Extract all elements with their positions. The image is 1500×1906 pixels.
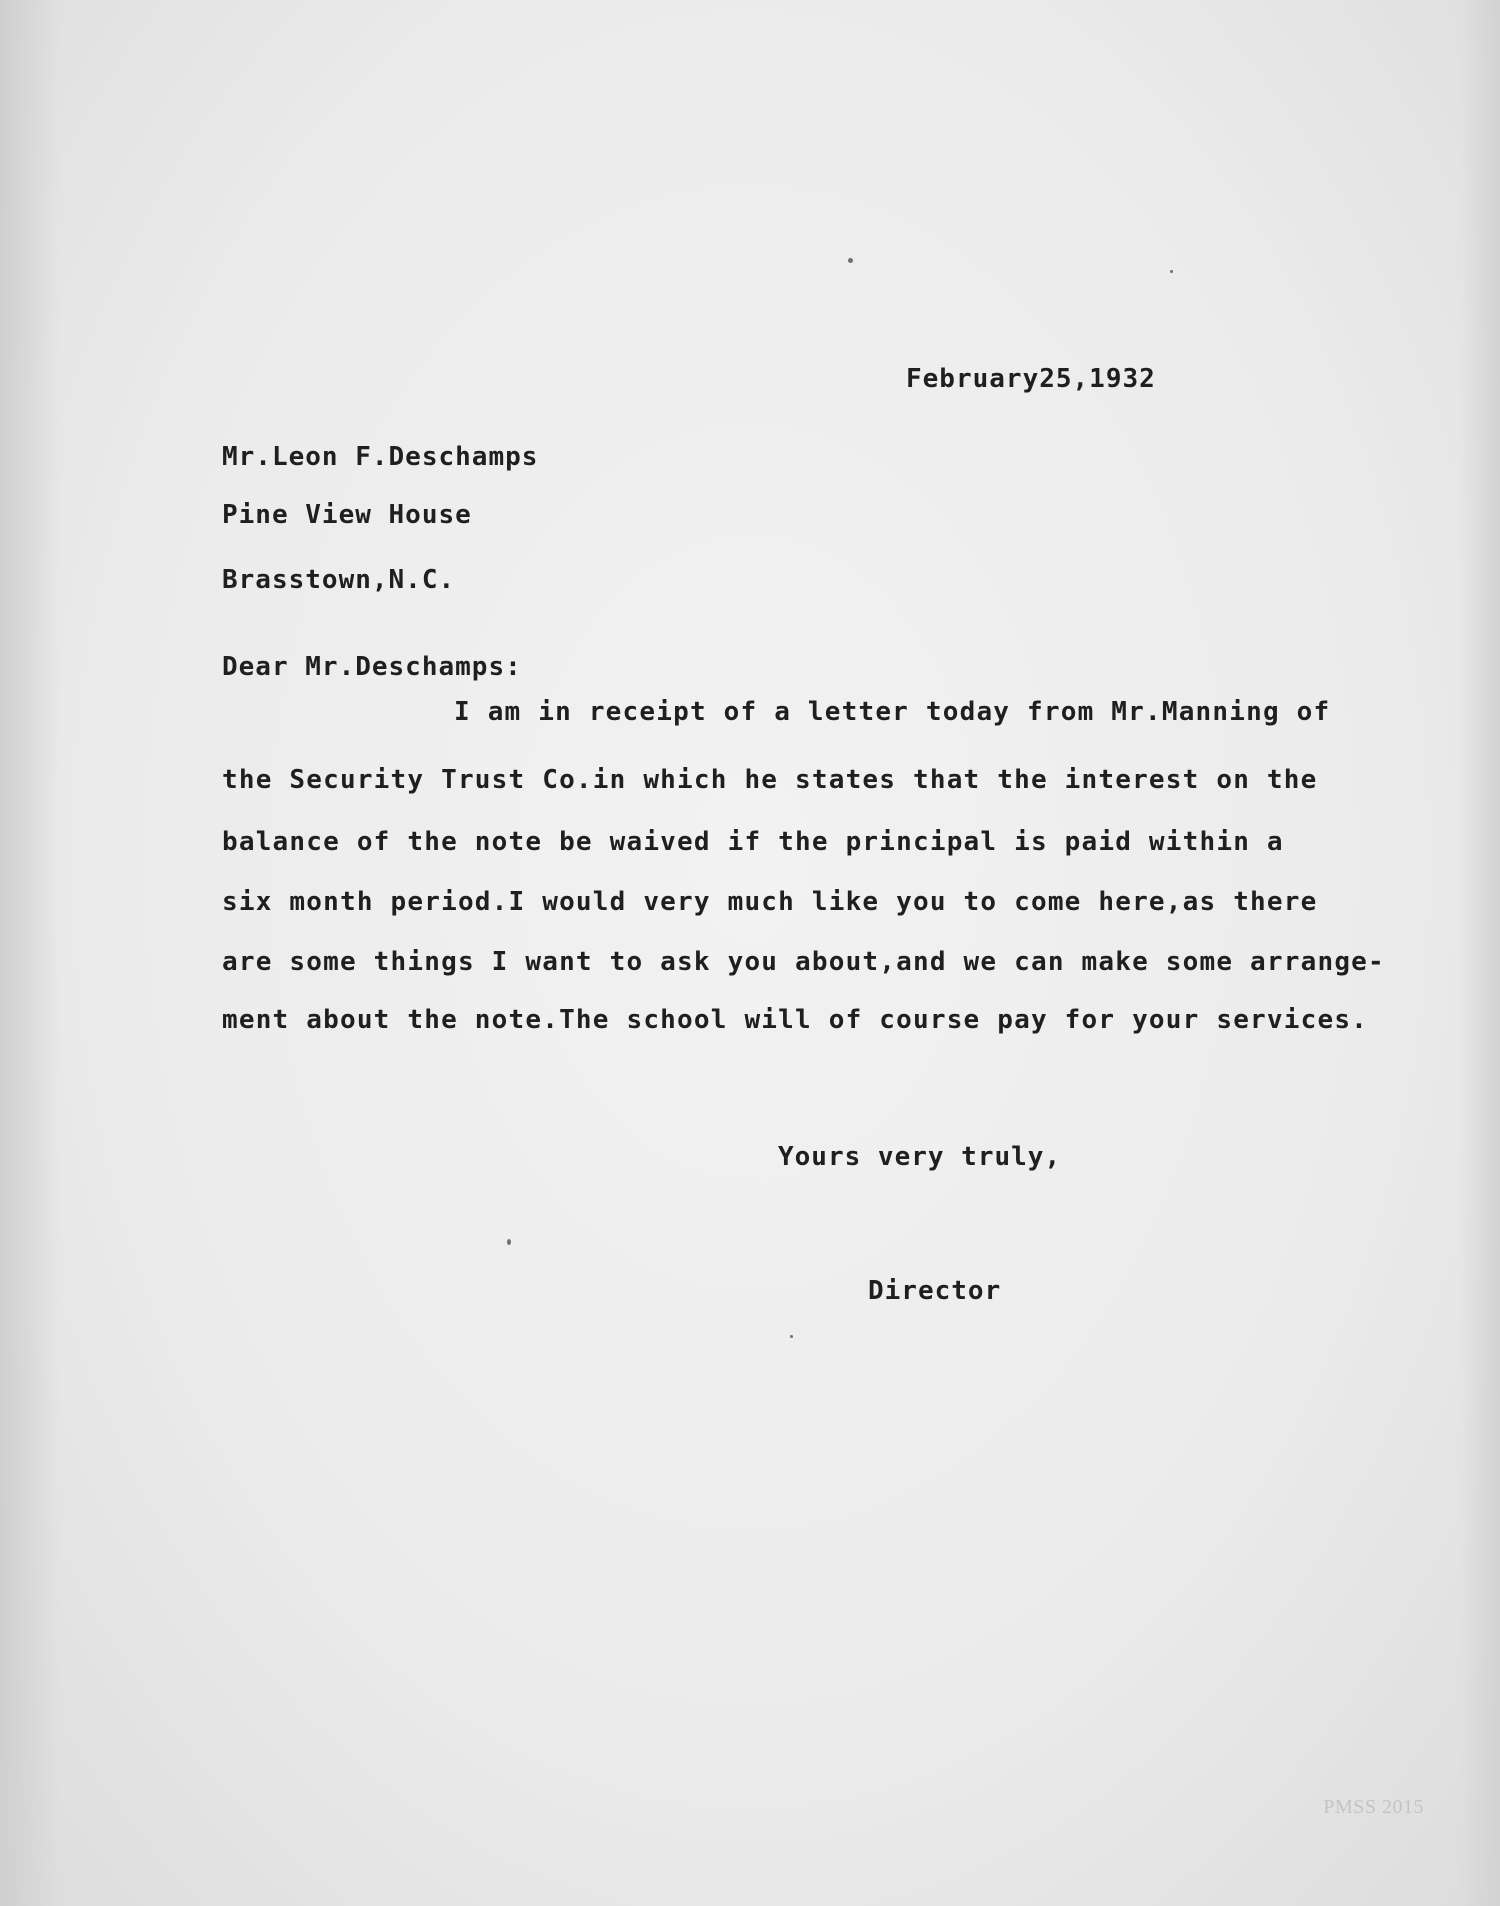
body-line: ment about the note.The school will of course pay for your services.: [222, 1005, 1369, 1035]
signer-title: Director: [868, 1276, 1002, 1306]
paper-edge-shadow-right: [1460, 0, 1500, 1906]
body-line: the Security Trust Co.in which he states that the interest on the: [222, 765, 1318, 795]
body-line: balance of the note be waived if the principal is paid within a: [222, 827, 1284, 857]
paper-speck: [1170, 270, 1173, 273]
recipient-address-line: Pine View House: [222, 500, 472, 530]
closing: Yours very truly,: [778, 1142, 1062, 1172]
paper-speck: [790, 1335, 793, 1338]
letter-date: February25,1932: [906, 364, 1156, 394]
paper-speck: [507, 1239, 511, 1245]
salutation: Dear Mr.Deschamps:: [222, 652, 522, 682]
body-line: are some things I want to ask you about,and we can make some arrange-: [222, 947, 1385, 977]
body-line: six month period.I would very much like you to come here,as there: [222, 887, 1318, 917]
recipient-city: Brasstown,N.C.: [222, 565, 456, 595]
paper-speck: [848, 258, 853, 263]
archive-watermark: PMSS 2015: [1323, 1796, 1424, 1818]
recipient-name: Mr.Leon F.Deschamps: [222, 442, 539, 472]
paper-edge-shadow-left: [0, 0, 60, 1906]
body-line: I am in receipt of a letter today from Mr.Manning of: [454, 697, 1331, 727]
